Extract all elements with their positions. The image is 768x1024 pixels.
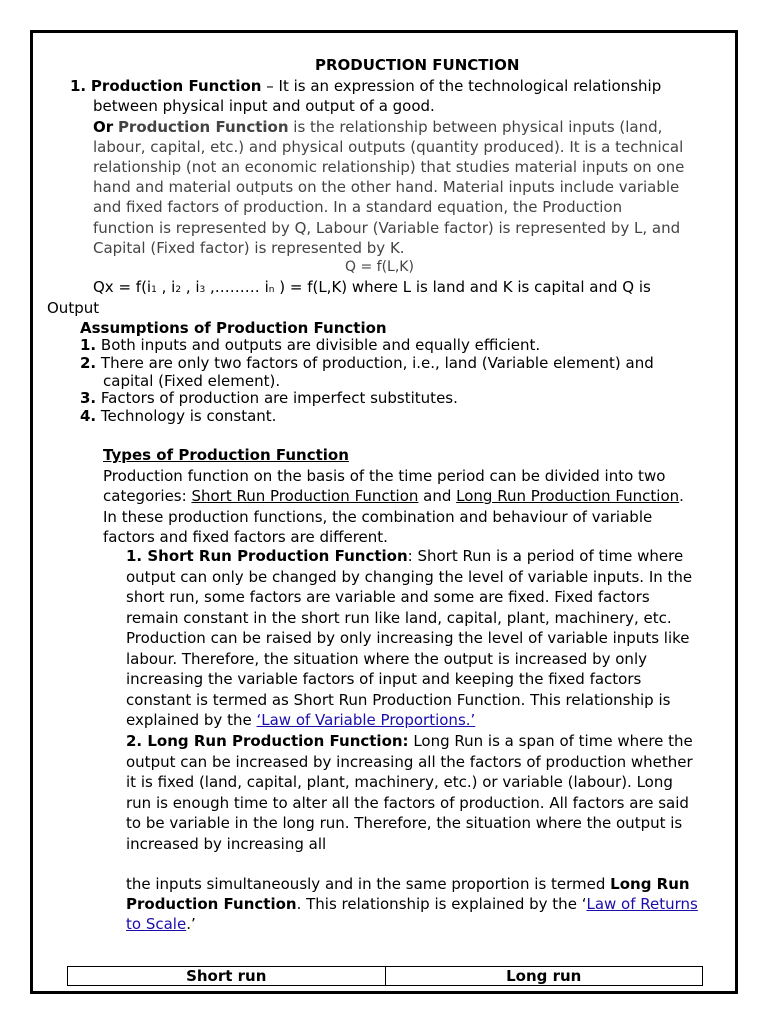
short-run-line: constant is termed as Short Run Production Function. This relationship is [126,691,671,709]
definition-para-line-4: hand and material outputs on the other hand. Material inputs include variable [93,178,680,196]
short-run-line-last: explained by the ‘Law of Variable Proportions.’ [126,711,476,729]
long-run-line: run is enough time to alter all the factors of production. All factors are said [126,794,689,812]
short-run-line: increasing the variable factors of input and keeping the fixed factors [126,670,642,688]
short-run-line: output can only be changed by changing the level of variable inputs. In the [126,568,693,586]
definition-para-line-5: and fixed factors of production. In a standard equation, the Production [93,198,623,216]
definition-para-line-3: relationship (not an economic relationship) that studies material inputs on one [93,158,685,176]
short-run-line: remain constant in the short run like land, capital, plant, machinery, etc. [126,609,672,627]
assumption-item: 3. Factors of production are imperfect substitutes. [80,389,458,407]
long-run-line: it is fixed (land, capital, plant, machinery, etc.) or variable (labour). Long [126,773,673,791]
section-1-line-1: 1. Production Function – It is an expression of the technological relationship [70,77,662,95]
long-run-line: to be variable in the long run. Therefore, the situation where the output is [126,814,683,832]
types-line-3: In these production functions, the combination and behaviour of variable [103,508,653,526]
types-line-1: Production function on the basis of the time period can be divided into two [103,467,666,485]
long-run-cont-line-2: Production Function. This relationship is explained by the ‘Law of Returns [126,895,698,913]
assumption-item: 4. Technology is constant. [80,407,277,425]
law-of-returns-link[interactable]: Law of Returns [586,895,698,913]
long-run-line: output can be increased by increasing all the factors of production whether [126,753,693,771]
assumption-item: 2. There are only two factors of production, i.e., land (Variable element) and [80,354,654,372]
law-of-variable-proportions-link[interactable]: ‘Law of Variable Proportions.’ [256,711,476,729]
short-run-link[interactable]: Short Run Production Function [191,487,419,505]
formula-line-cont: Output [47,299,100,317]
formula-line: Qx = f(i1 , i2 , i3 ,……… in ) = f(L,K) where L is land and K is capital and Q is [93,278,651,296]
long-run-line: increased by increasing all [126,835,327,853]
page-title: PRODUCTION FUNCTION [315,56,520,74]
short-run-line: labour. Therefore, the situation where the output is increased by only [126,650,647,668]
long-run-link[interactable]: Long Run Production Function [456,487,680,505]
definition-para-line-7: Capital (Fixed factor) is represented by K. [93,239,405,257]
assumption-item-cont: capital (Fixed element). [103,372,281,390]
long-run-cont-line-1: the inputs simultaneously and in the same proportion is termed Long Run [126,875,690,893]
definition-para-line-6: function is represented by Q, Labour (Variable factor) is represented by L, and [93,219,681,237]
long-run-line-1: 2. Long Run Production Function: Long Run is a span of time where the [126,732,693,750]
to-scale-link[interactable]: to Scale [126,915,187,933]
short-run-line-1: 1. Short Run Production Function: Short Run is a period of time where [126,547,684,565]
table-header-short-run: Short run [68,967,386,986]
short-run-line: short run, some factors are variable and some are fixed. Fixed factors [126,588,650,606]
assumptions-heading: Assumptions of Production Function [80,319,387,337]
section-1-line-2: between physical input and output of a good. [93,97,435,115]
equation: Q = f(L,K) [345,259,414,275]
long-run-cont-line-3: to Scale.’ [126,915,196,933]
short-run-line: Production can be raised by only increasing the level of variable inputs like [126,629,690,647]
table-header-long-run: Long run [385,967,703,986]
types-line-2: categories: Short Run Production Function and Long Run Production Function. [103,487,684,505]
types-line-4: factors and fixed factors are different. [103,528,388,546]
production-function-term: Production Function [90,77,262,95]
definition-para-line-2: labour, capital, etc.) and physical outputs (quantity produced). It is a technical [93,138,684,156]
comparison-table [67,966,703,986]
types-heading: Types of Production Function [103,446,349,464]
assumption-item: 1. Both inputs and outputs are divisible and equally efficient. [80,336,541,354]
definition-para-line-1: Or Production Function is the relationship between physical inputs (land, [93,118,663,136]
